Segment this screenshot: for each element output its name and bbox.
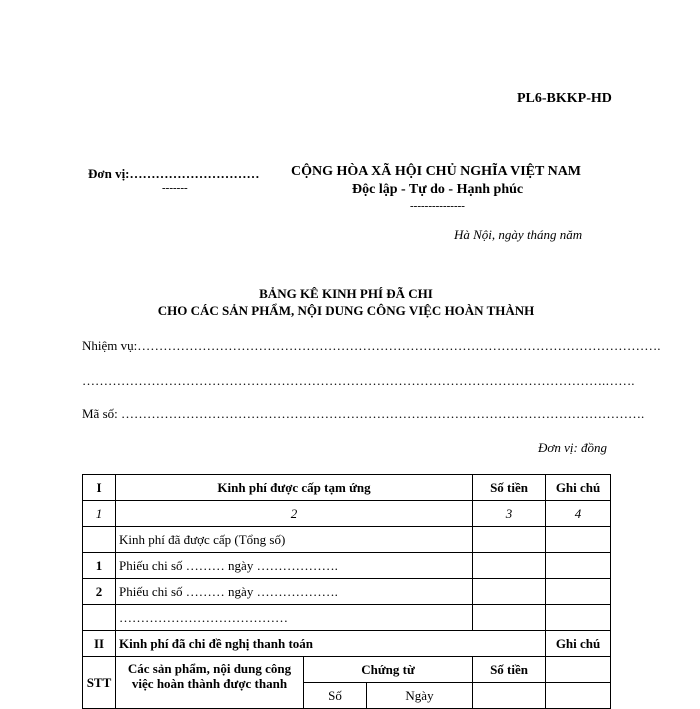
table-row [83, 553, 611, 579]
row-desc: Phiếu chi số ……… ngày ………………. [116, 553, 473, 579]
col-number: 3 [473, 501, 546, 527]
table-row [83, 631, 611, 657]
col-number: 2 [116, 501, 473, 527]
section1-num: I [83, 475, 116, 501]
row-desc: Kinh phí đã được cấp (Tổng số) [116, 527, 473, 553]
row-desc: ………………………………… [116, 605, 473, 631]
note-header: Ghi chú [546, 475, 611, 501]
amount-header: Số tiền [473, 475, 546, 501]
unit-underline: ------- [162, 182, 188, 194]
title-line-1: BẢNG KÊ KINH PHÍ ĐÃ CHI [259, 286, 433, 301]
section2-amount-cell [473, 683, 546, 709]
date-line: Hà Nội, ngày tháng năm [454, 227, 583, 242]
section2-title: Kinh phí đã chi đề nghị thanh toán [116, 631, 546, 657]
row-amount [473, 605, 546, 631]
task-field: Nhiệm vụ:…………………………………………………………………………………………………………. [82, 338, 661, 353]
row-amount [473, 553, 546, 579]
row-stt: 2 [83, 579, 116, 605]
product-header: Các sản phẩm, nội dung công việc hoàn thành được thanh [116, 657, 304, 709]
col-number: 4 [546, 501, 611, 527]
section1-title: Kinh phí được cấp tạm ứng [116, 475, 473, 501]
table-row [83, 527, 611, 553]
row-desc: Phiếu chi số ……… ngày ………………. [116, 579, 473, 605]
unit-label: Đơn vị:………………………… [88, 166, 260, 181]
form-code: PL6-BKKP-HD [517, 91, 612, 106]
motto-underline: --------------- [410, 200, 465, 212]
row-stt [83, 527, 116, 553]
section2-note-cell [546, 683, 611, 709]
table-row [83, 579, 611, 605]
table-row [83, 657, 611, 683]
section2-amount-header: Số tiền [473, 657, 546, 683]
title-line-2: CHO CÁC SẢN PHẨM, NỘI DUNG CÔNG VIỆC HOÀN THÀNH [157, 303, 535, 318]
voucher-number-header: Số [304, 683, 367, 709]
row-amount [473, 527, 546, 553]
col-number: 1 [83, 501, 116, 527]
table-row [83, 475, 611, 501]
stt-header: STT [83, 657, 116, 709]
section2-note-cell [546, 657, 611, 683]
section2-num: II [83, 631, 116, 657]
row-note [546, 605, 611, 631]
code-field: Mã số: …………………………………………………………………………………………………………. [82, 406, 645, 421]
row-stt [83, 605, 116, 631]
section2-note-header: Ghi chú [546, 631, 611, 657]
row-note [546, 553, 611, 579]
voucher-header: Chứng từ [304, 657, 473, 683]
row-amount [473, 579, 546, 605]
table-row [83, 605, 611, 631]
row-note [546, 527, 611, 553]
expense-table [82, 474, 611, 709]
row-stt: 1 [83, 553, 116, 579]
currency-unit: Đơn vị: đồng [538, 440, 608, 455]
table-row [83, 501, 611, 527]
task-field-continued: ………………………………………………………………………………………………………….……. [82, 373, 635, 388]
row-note [546, 579, 611, 605]
motto: Độc lập - Tự do - Hạnh phúc [352, 182, 524, 197]
country-name: CỘNG HÒA XÃ HỘI CHỦ NGHĨA VIỆT NAM [291, 164, 582, 179]
voucher-date-header: Ngày [367, 683, 473, 709]
